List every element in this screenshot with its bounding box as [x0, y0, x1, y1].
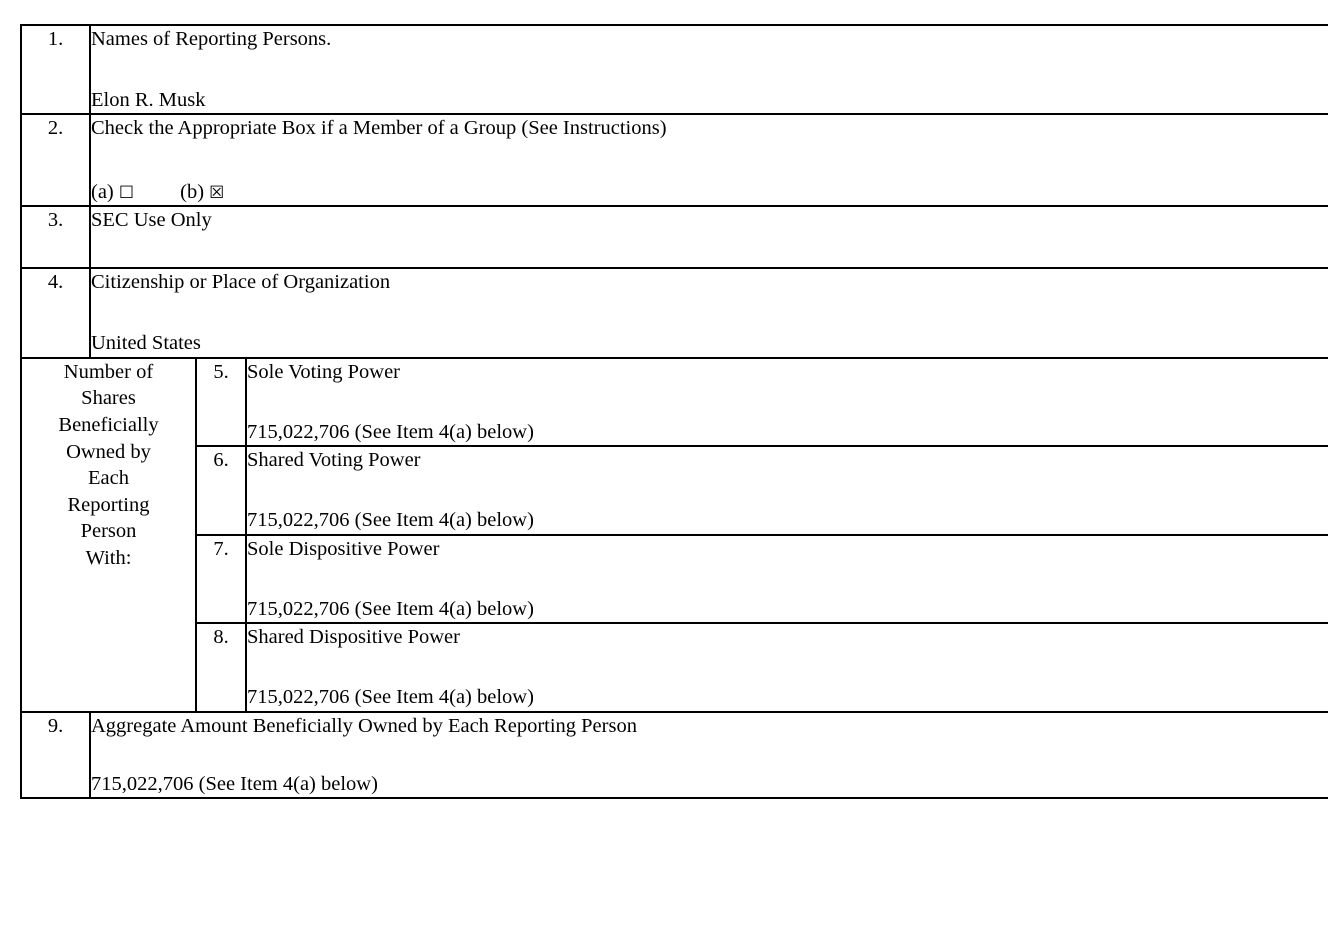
option-a-label: (a): [91, 180, 114, 203]
table-row-item-2: [21, 114, 1328, 205]
table-row-item-5: [21, 358, 1328, 446]
shares-label-line-1: Number of: [63, 360, 154, 383]
item-5-body: [246, 358, 1328, 446]
item-3-body: [90, 206, 1328, 268]
shares-label-line-5: Each: [88, 467, 129, 490]
table-row-item-4: [21, 268, 1328, 357]
item-4-number: 4.: [21, 268, 90, 357]
table-row-item-9: [21, 712, 1328, 798]
item-6-caption: Shared Voting Power: [247, 449, 421, 472]
item-5-caption: Sole Voting Power: [247, 360, 401, 383]
item-3-number: 3.: [21, 206, 90, 268]
item-7-body: [246, 535, 1328, 623]
item-9-caption: Aggregate Amount Beneficially Owned by Each Reporting Person: [91, 714, 637, 737]
option-b-label: (b): [180, 180, 205, 203]
item-8-value: 715,022,706 (See Item 4(a) below): [247, 686, 534, 709]
item-5-number: 5.: [196, 358, 246, 446]
item-2-caption: Check the Appropriate Box if a Member of a Group (See Instructions): [91, 117, 667, 140]
item-2-body: [90, 114, 1328, 205]
shares-label-line-4: Owned by: [66, 440, 151, 463]
cover-page-table: [20, 24, 1328, 799]
item-9-number: 9.: [21, 712, 90, 798]
shares-label-line-2: Shares: [81, 387, 136, 410]
item-7-caption: Sole Dispositive Power: [247, 537, 440, 560]
item-8-caption: Shared Dispositive Power: [247, 626, 460, 649]
item-4-body: [90, 268, 1328, 357]
checkbox-b-checked-icon[interactable]: ☒: [209, 182, 225, 203]
item-4-caption: Citizenship or Place of Organization: [91, 271, 391, 294]
table-row-item-8: [21, 623, 1328, 711]
shares-label-line-8: With:: [85, 547, 132, 570]
table-row-item-1: [21, 25, 1328, 114]
item-8-body: [246, 623, 1328, 711]
item-9-value: 715,022,706 (See Item 4(a) below): [91, 772, 378, 795]
item-1-number: 1.: [21, 25, 90, 114]
shares-label-line-6: Reporting: [67, 493, 150, 516]
item-2-number: 2.: [21, 114, 90, 205]
item-4-value: United States: [91, 332, 201, 355]
item-3-caption: SEC Use Only: [91, 208, 212, 231]
shares-label-line-3: Beneficially: [58, 413, 159, 436]
item-8-number: 8.: [196, 623, 246, 711]
item-7-value: 715,022,706 (See Item 4(a) below): [247, 597, 534, 620]
checkbox-a-icon[interactable]: ☐: [118, 182, 135, 203]
group-membership-checkboxes: [91, 179, 1328, 205]
item-1-value: Elon R. Musk: [91, 89, 206, 112]
shares-block-label: [21, 358, 196, 712]
shares-label-line-7: Person: [80, 520, 137, 543]
table-row-item-3: [21, 206, 1328, 268]
item-9-body: [90, 712, 1328, 798]
item-1-caption: Names of Reporting Persons.: [91, 28, 332, 50]
item-1-body: [90, 25, 1328, 114]
item-7-number: 7.: [196, 535, 246, 623]
item-5-value: 715,022,706 (See Item 4(a) below): [247, 420, 534, 443]
table-row-item-7: [21, 535, 1328, 623]
item-6-body: [246, 446, 1328, 534]
item-6-number: 6.: [196, 446, 246, 534]
item-6-value: 715,022,706 (See Item 4(a) below): [247, 509, 534, 532]
table-row-item-6: [21, 446, 1328, 534]
